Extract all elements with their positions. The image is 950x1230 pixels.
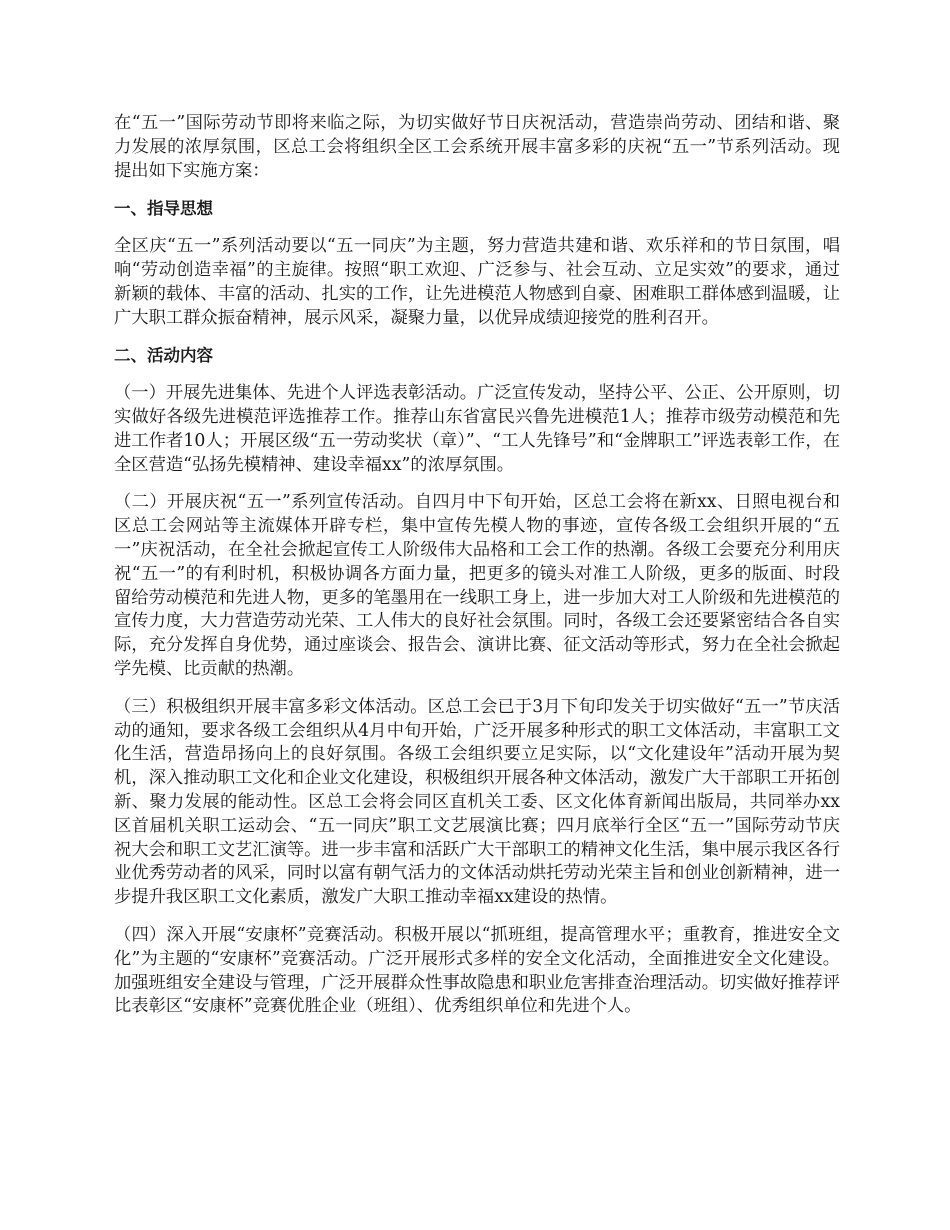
document-page [114,112,840,1033]
activity-paragraph-2: （二）开展庆祝“五一”系列宣传活动。自四月中下旬开始，区总工会将在新xx、日照电视台和区总工会网站等主流媒体开辟专栏，集中宣传先模人物的事迹，宣传各级工会组织开展的“五一”庆祝活动，在全社会掀起宣传工人阶级伟大品格和工会工作的热潮。各级工会要充分利用庆祝“五一”的有利时机，积极协调各方面力量，把更多的镜头对准工人阶级，更多的版面、时段留给劳动模范和先进人物，更多的笔墨用在一线职工身上，进一步加大对工人阶级和先进模范的宣传力度，大力营造劳动光荣、工人伟大的良好社会氛围。同时，各级工会还要紧密结合各自实际，充分发挥自身优势，通过座谈会、报告会、演讲比赛、征文活动等形式，努力在全社会掀起学先模、比贡献的热潮。 [114,492,840,679]
section-heading-activities: 二、活动内容 [114,346,213,366]
section-heading-guiding-ideology: 一、指导思想 [114,199,213,219]
activity-paragraph-4: （四）深入开展“安康杯”竞赛活动。积极开展以“抓班组，提高管理水平；重教育，推进安全文化”为主题的“安康杯”竞赛活动。广泛开展形式多样的安全文化活动，全面推进安全文化建设。加强班组安全建设与管理，广泛开展群众性事故隐患和职业危害排查治理活动。切实做好推荐评比表彰区“安康杯”竞赛优胜企业（班组）、优秀组织单位和先进个人。 [114,924,840,1017]
guiding-ideology-paragraph: 全区庆“五一”系列活动要以“五一同庆”为主题，努力营造共建和谐、欢乐祥和的节日氛围，唱响“劳动创造幸福”的主旋律。按照“职工欢迎、广泛参与、社会互动、立足实效”的要求，通过新颖的载体、丰富的活动、扎实的工作，让先进模范人物感到自豪、困难职工群体感到温暖，让广大职工群众振奋精神，展示风采，凝聚力量，以优异成绩迎接党的胜利召开。 [114,236,840,328]
activity-paragraph-1: （一）开展先进集体、先进个人评选表彰活动。广泛宣传发动，坚持公平、公正、公开原则，切实做好各级先进模范评选推荐工作。推荐山东省富民兴鲁先进模范1人；推荐市级劳动模范和先进工作者10人；开展区级“五一劳动奖状（章）”、“工人先锋号”和“金牌职工”评选表彰工作，在全区营造“弘扬先模精神、建设幸福xx”的浓厚氛围。 [114,383,840,475]
intro-paragraph: 在“五一”国际劳动节即将来临之际，为切实做好节日庆祝活动，营造崇尚劳动、团结和谐、聚力发展的浓厚氛围，区总工会将组织全区工会系统开展丰富多彩的庆祝“五一”节系列活动。现提出如下实施方案： [114,113,840,181]
activity-paragraph-3: （三）积极组织开展丰富多彩文体活动。区总工会已于3月下旬印发关于切实做好“五一”节庆活动的通知，要求各级工会组织从4月中旬开始，广泛开展多种形式的职工文体活动，丰富职工文化生活，营造昂扬向上的良好氛围。各级工会组织要立足实际，以“文化建设年”活动开展为契机，深入推动职工文化和企业文化建设，积极组织开展各种文体活动，激发广大干部职工开拓创新、聚力发展的能动性。区总工会将会同区直机关工委、区文化体育新闻出版局，共同举办xx区首届机关职工运动会、“五一同庆”职工文艺展演比赛；四月底举行全区“五一”国际劳动节庆祝大会和职工文艺汇演等。进一步丰富和活跃广大干部职工的精神文化生活，集中展示我区各行业优秀劳动者的风采，同时以富有朝气活力的文体活动烘托劳动光荣主旨和创业创新精神，进一步提升我区职工文化素质，激发广大职工推动幸福xx建设的热情。 [114,696,840,908]
